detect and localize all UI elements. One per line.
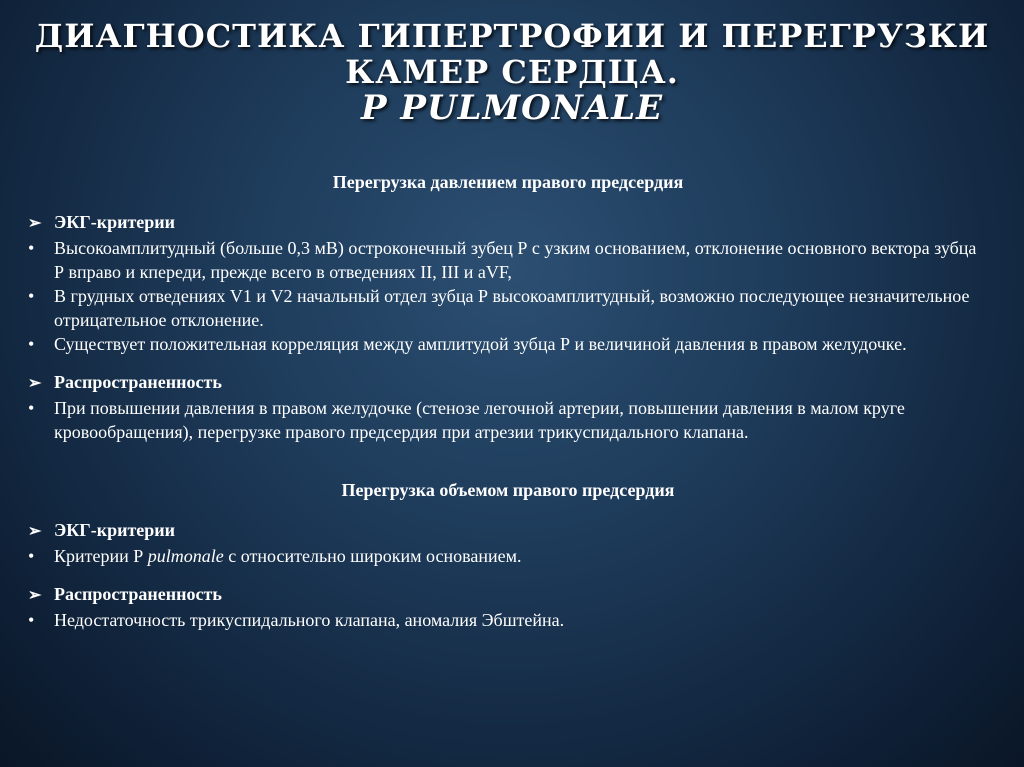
title-line-3: P PULMONALE (360, 88, 664, 128)
title-line-2: КАМЕР СЕРДЦА. (345, 53, 679, 91)
section-2-ekg-label: ➢ ЭКГ-критерии (28, 518, 988, 544)
list-item: • Недостаточность трикуспидального клапана, аномалия Эбштейна. (28, 610, 565, 630)
arrow-bullet-icon: ➢ (28, 587, 42, 604)
section-2-heading: Перегрузка объемом правого предсердия (341, 480, 675, 500)
section-1-heading: Перегрузка давлением правого предсердия (332, 172, 684, 192)
section-1-prevalence-list (28, 396, 988, 444)
section-2-prevalence-list (28, 608, 988, 632)
slide-body (28, 170, 988, 646)
list-item: • Существует положительная корреляция между амплитудой зубца Р и величиной давления в правом желудочке. (28, 334, 907, 354)
slide-title (0, 18, 1024, 126)
arrow-bullet-icon: ➢ (28, 523, 42, 540)
title-line-1: ДИАГНОСТИКА ГИПЕРТРОФИИ И ПЕРЕГРУЗКИ (34, 17, 990, 55)
list-item: • При повышении давления в правом желудочке (стенозе легочной артерии, повышении давления в малом круге кровообращения), перегрузке правого предсердия при атрезии трикуспидального клапана. (28, 398, 905, 442)
list-item: • В грудных отведениях V1 и V2 начальный отдел зубца Р высокоамплитудный, возможно последующее незначительное отрицательное отклонение. (28, 286, 970, 330)
round-bullet-icon: • (28, 398, 35, 418)
section-2-ekg-list (28, 544, 988, 568)
list-item: • Высокоамплитудный (больше 0,3 мВ) остроконечный зубец Р с узким основанием, отклонение основного вектора зубца Р вправо и кпереди, прежде всего в отведениях II, III и aVF, (28, 238, 977, 282)
round-bullet-icon: • (28, 334, 35, 354)
section-2-prevalence-label: ➢ Распространенность (28, 582, 988, 608)
list-item: • Критерии Р pulmonale с относительно широким основанием. (28, 546, 522, 566)
section-1-prevalence-label: ➢ Распространенность (28, 370, 988, 396)
arrow-bullet-icon: ➢ (28, 215, 42, 232)
round-bullet-icon: • (28, 238, 35, 258)
section-1-ekg-list (28, 236, 988, 356)
round-bullet-icon: • (28, 610, 35, 630)
round-bullet-icon: • (28, 286, 35, 306)
section-1-ekg-label: ➢ ЭКГ-критерии (28, 210, 988, 236)
round-bullet-icon: • (28, 546, 35, 566)
arrow-bullet-icon: ➢ (28, 375, 42, 392)
